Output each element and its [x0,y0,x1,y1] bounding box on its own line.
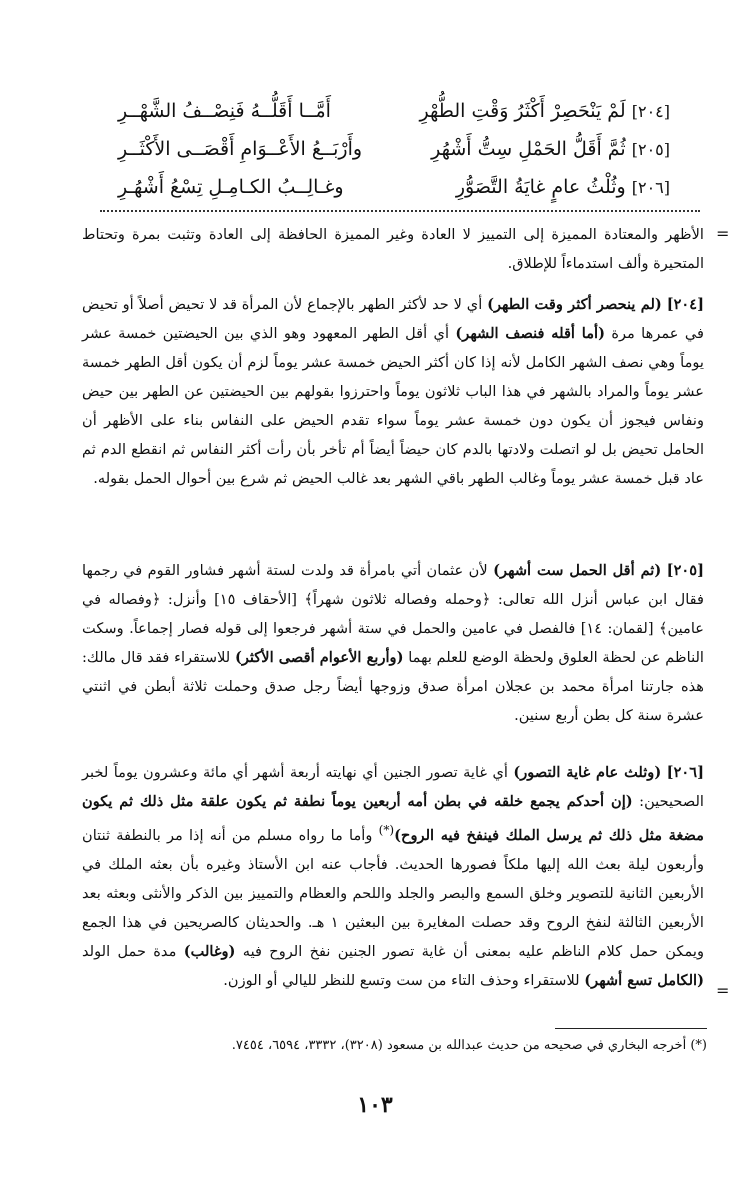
commentary-number: [٢٠٤] [666,296,705,313]
verse-row [118,130,670,168]
verse-row [118,168,670,206]
verse-row [118,92,670,130]
quoted-verse: (وأربع الأعوام أقصى الأكثر) [234,649,404,666]
footnote [100,1034,707,1058]
commentary-text: أي أقل الطهر المعهود وهو الذي بين الحيضتين خمسة عشر يوماً وهي نصف الشهر الكامل لأنه إذا كان أكثر الحيض خمسة عشر يوماً لزم أن يكون أقل الطهر خمسة عشر يوماً والمراد بالشهر في هذا الباب ثلاثون يوماً واحترزوا بقولهم بين الحيضتين عن الطهر بين حيض ونفاس فيجوز أن يكون دون خمسة عشر يوماً سواء تقدم الحيض على النفاس بناء على الأظهر أن الحامل تحيض بل لو اتصلت ولادتها بالدم كان حيضاً أيضاً أم تأخر بأن رأت أكثر النفاس ثم انقطع الدم ثم عاد قبل خمسة عشر يوماً وغالب الطهر باقي الشهر بعد غالب الحيض ثم شرع بين أحوال الحمل بقوله. [82,325,704,487]
commentary-text: لأن عثمان أتي بامرأة قد ولدت لستة أشهر فشاور القوم في رجمها فقال ابن عباس أنزل الله تعالى: ﴿وحمله وفصاله ثلاثون شهراً﴾ [الأحقاف ١٥] وأنزل: ﴿وفصاله في عامين﴾ [لقمان: ١٤] فالفصل في عامين والحمل في ستة أشهر فرجعوا إلى قوله فصار إجماعاً. وسكت الناظم عن لحظة العلوق ولحظة الوضع للعلم بهما [82,562,705,666]
verse-first-hemistich [456,176,670,198]
commentary-205 [82,556,704,730]
verse-block [118,92,670,206]
commentary-number: [٢٠٦] [666,764,704,781]
footnote-text: أخرجه البخاري في صحيحه من حديث عبدالله بن مسعود (٣٢٠٨)، ٣٣٣٢، ٦٥٩٤، ٧٤٥٤. [231,1038,687,1053]
verse-number: [٢٠٦] [631,178,670,197]
commentary-text: للاستقراء وحذف التاء من ست وتسع للنظر لليالي أو الوزن. [223,971,585,989]
continuation-marker: = [716,224,730,243]
footnote-rule [555,1028,707,1029]
carry-over-paragraph: الأظهر والمعتادة المميزة إلى التمييز لا العادة وغير المميزة الحافظة إلى العادة وتثبت بمرة وتحتاط المتحيرة وألف استدماءاً للإطلاق. [82,226,704,272]
quoted-verse: (ثم أقل الحمل ست أشهر) [493,562,662,579]
verse-second-hemistich: وغـالِــبُ الكـامِـلِ تِسْعُ أَشْهُـرِ [118,176,344,198]
verse-first-hemistich [431,138,670,160]
quoted-verse: (وغالب) [183,942,236,960]
commentary-206 [82,758,704,995]
quoted-verse: (وثلث عام غاية التصور) [513,764,662,781]
verse-text: وثُلْثُ عامٍ غايَةُ التَّصَوُّرِ [455,176,626,198]
verse-second-hemistich: أَمَّــا أَقَلُّــهُ فَنِصْــفُ الشَّهْــرِ [118,100,331,122]
verse-number: [٢٠٤] [631,102,670,121]
footnote-reference[interactable]: (*) [378,823,395,837]
commentary-text: أي غاية تصور الجنين أي نهايته أربعة أشهر أي مائة وعشرون يوماً لخبر الصحيحين: [82,764,704,810]
verse-number: [٢٠٥] [631,140,670,159]
verse-second-hemistich: وأَرْبَــعُ الأَعْــوَامِ أَقْصَــى الأَكْثَــرِ [118,138,363,160]
dotted-separator [100,210,700,212]
page-number: ١٠٣ [357,1092,393,1118]
verse-first-hemistich [420,100,670,122]
commentary-text: مدة حمل الولد [82,942,184,960]
hadith-quote: (إن أحدكم يجمع خلقه في بطن أمه أربعين يوماً نطفة ثم يكون علقة مثل ذلك ثم يكون مضغة مثل ذلك ثم يرسل الملك فينفخ فيه الروح) [82,793,704,844]
footnote-mark: (*) [690,1038,707,1053]
verse-text: ثُمَّ أَقَلُّ الحَمْلِ سِتُّ أَشْهُرِ [431,138,626,160]
commentary-number: [٢٠٥] [666,562,704,579]
continuation-marker: = [716,981,730,1000]
quoted-verse: (الكامل تسع أشهر) [584,971,704,989]
verse-text: لَمْ يَنْحَصِرْ أَكْثَرُ وَقْتِ الطُّهْرِ [419,100,626,122]
commentary-text: للاستقراء فقد قال مالك: هذه جارتنا امرأة محمد بن عجلان امرأة صدق وزوجها أيضاً رجل صدق وحملت ثلاثة أبطن في اثنتي عشرة سنة كل بطن أربع سنين. [82,649,704,724]
commentary-text: وأما ما رواه مسلم من أنه إذا مر بالنطفة ثنتان وأربعون ليلة بعث الله إليها ملكاً فصورها الحديث. فأجاب عنه ابن الأستاذ وغيره بأن بعثه الملك في الأربعين الثانية للتصوير وخلق السمع والبصر والجلد واللحم والعظام والتمييز بين الذكر والأنثى وبعثه بعد الأربعين الثالثة لنفخ الروح وقد حصلت المغايرة بين البعثين ١ هـ. والحديثان كالصريحين في هذا الجمع ويمكن حمل كلام الناظم عليه بمعنى أن غاية تصور الجنين نفخ الروح فيه [82,826,704,960]
commentary-text: أي لا حد لأكثر الطهر بالإجماع لأن المرأة قد لا تحيض أصلاً أو تحيض في عمرها مرة [82,296,704,342]
quoted-verse: (لم ينحصر أكثر وقت الطهر) [487,296,662,313]
quoted-verse: (أما أقله فنصف الشهر) [455,325,605,342]
commentary-204 [82,290,704,493]
